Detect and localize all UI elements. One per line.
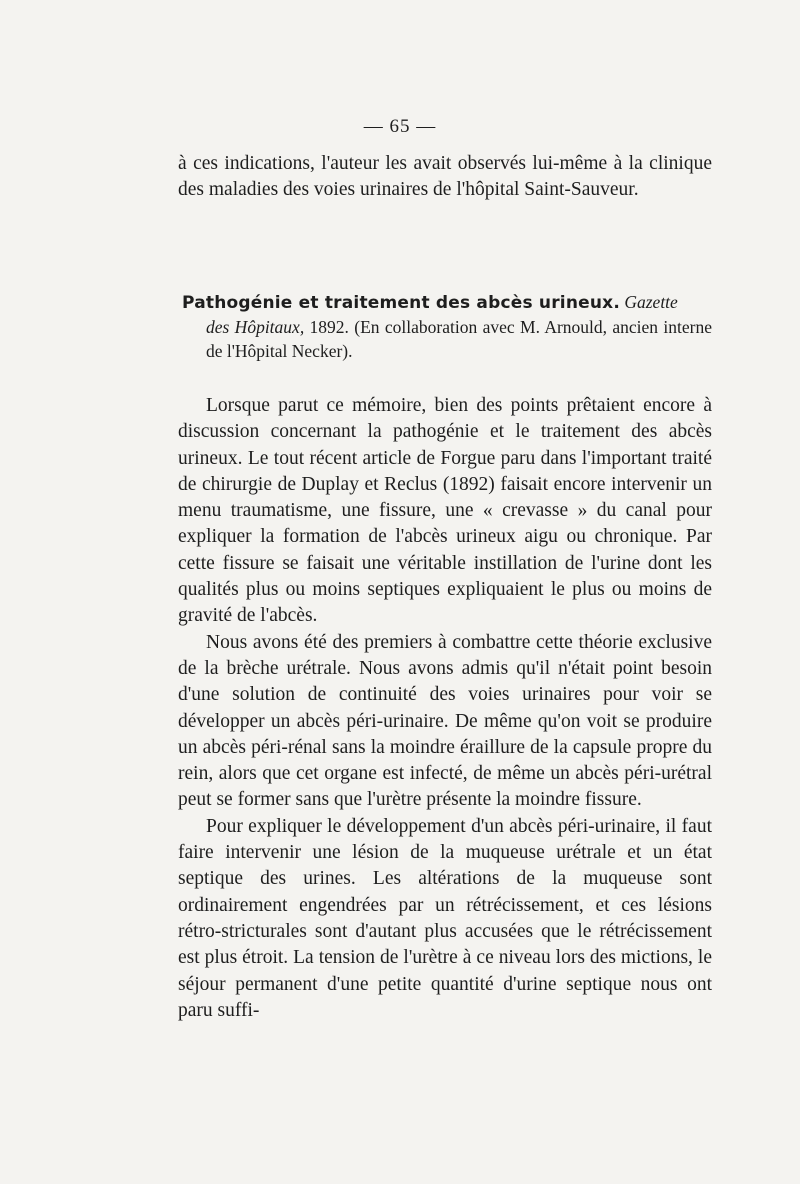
entry-title: Pathogénie et traitement des abcès urineux. bbox=[182, 293, 620, 313]
entry-continuation bbox=[182, 315, 712, 363]
entry-details: 1892. (En collaboration avec M. Arnould, ancien interne de l'Hôpital Necker). bbox=[206, 317, 712, 361]
body-paragraph-3: Pour expliquer le développement d'un abcès péri-urinaire, il faut faire intervenir une lésion de la muqueuse urétrale et un état septique des urines. Les altérations de la muqueuse sont ordinairement engendrées par un rétrécissement, et ces lésions rétro-stricturales sont d'autant plus accusées que le rétrécissement est plus étroit. La tension de l'urètre à ce niveau lors des mictions, le séjour permanent d'une petite quantité d'urine septique nous ont paru suffi- bbox=[178, 815, 712, 1021]
page-number: — 65 — bbox=[363, 116, 437, 137]
intro-paragraph-block bbox=[178, 151, 712, 204]
entry-first-line bbox=[182, 290, 712, 315]
entry-journal-part2: des Hôpitaux, bbox=[206, 317, 305, 337]
body-paragraph-2: Nous avons été des premiers à combattre cette théorie exclusive de la brèche urétrale. Nous avons admis qu'il n'était point besoin d'une solution de continuité des voies urinaires pour voir se développer un abcès péri-urinaire. De même qu'on voit se produire un abcès péri-rénal sans la moindre éraillure de la capsule propre du rein, alors que cet organe est infecté, de même un abcès péri-urétral peut se former sans que l'urètre présente la moindre fissure. bbox=[178, 631, 712, 811]
body-text bbox=[178, 393, 712, 1024]
entry-journal-part1: Gazette bbox=[624, 292, 678, 312]
body-paragraph-1: Lorsque parut ce mémoire, bien des points prêtaient encore à discussion concernant la pathogénie et le traitement des abcès urineux. Le tout récent article de Forgue paru dans l'important traité de chirurgie de Duplay et Reclus (1892) faisait encore intervenir un menu traumatisme, une fissure, une « crevasse » du canal pour expliquer la formation de l'abcès urineux aigu ou chronique. Par cette fissure se faisait une véritable instillation de l'urine dont les qualités plus ou moins septiques expliquaient le plus ou moins de gravité de l'abcès. bbox=[178, 395, 712, 627]
bibliography-entry bbox=[182, 290, 712, 363]
intro-paragraph: à ces indications, l'auteur les avait observés lui-même à la clinique des maladies des voies urinaires de l'hôpital Saint-Sauveur. bbox=[178, 153, 712, 201]
